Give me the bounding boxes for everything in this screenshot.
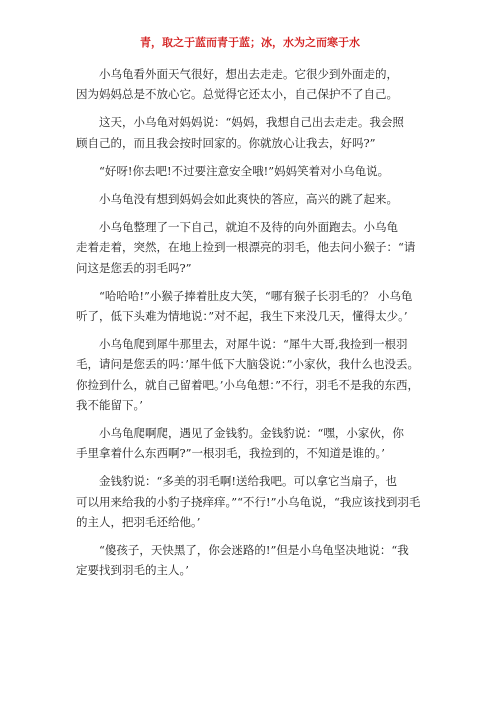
text-line: “好呀!你去吧!不过要注意安全哦!”妈妈笑着对小乌龟说。 (76, 163, 390, 178)
text-line: 问这是您丢的羽毛吗?” (76, 260, 192, 275)
story-body (76, 64, 432, 588)
text-line: 小乌龟没有想到妈妈会如此爽快的答应，高兴的跳了起来。 (76, 192, 398, 207)
paragraph-1 (76, 64, 432, 104)
text-line: 听了，低下头难为情地说：”对不起，我生下来没几天，懂得太少。’ (76, 309, 408, 324)
text-line: 金钱豹说：“多美的羽毛啊!送给我吧。可以拿它当扇子，也 (76, 474, 397, 489)
text-line: 你捡到什么，就自己留着吧。’小乌龟想：”不行，羽毛不是我的东西， (76, 377, 420, 392)
text-line: “哈哈哈!”小猴子捧着肚皮大笑，“哪有猴子长羽毛的？ 小乌龟 (76, 288, 413, 303)
paragraph-5 (76, 217, 432, 278)
paragraph-list (76, 64, 432, 580)
text-line: 毛，请问是您丢的吗：’犀牛低下大脑袋说：”小家伙，我什么也没丢。 (76, 357, 420, 372)
text-line: 这天，小乌龟对妈妈说：“妈妈，我想自己出去走走。我会照 (76, 115, 404, 130)
text-line: 手里拿着什么东西啊?”一根羽毛，我捡到的，不知道是谁的。’ (76, 446, 385, 461)
paragraph-7 (76, 334, 432, 415)
paragraph-8 (76, 423, 432, 463)
paragraph-9 (76, 471, 432, 532)
paragraph-2 (76, 112, 432, 152)
text-line: 顾自己的，而且我会按时回家的。你就放心让我去，好吗?” (76, 135, 376, 150)
text-line: “傻孩子，天快黑了，你会迷路的!”但是小乌龟坚决地说：“我 (76, 543, 409, 558)
text-line: 小乌龟爬啊爬，遇见了金钱豹。金钱豹说：“嘿，小家伙，你 (76, 426, 404, 441)
text-line: 因为妈妈总是不放心它。总觉得它还太小，自己保护不了自己。 (76, 87, 398, 102)
paragraph-3 (76, 161, 432, 181)
text-line: 定要找到羽毛的主人。’ (76, 563, 189, 578)
text-line: 小乌龟爬到犀牛那里去，对犀牛说：“犀牛大哥,我捡到一根羽 (76, 337, 408, 352)
paragraph-10 (76, 540, 432, 580)
paragraph-6 (76, 286, 432, 326)
text-line: 可以用来给我的小豹子挠痒痒。”“不行!”小乌龟说，“我应该找到羽毛 (76, 494, 421, 509)
text-line: 我不能留下。’ (76, 397, 143, 412)
text-line: 小乌龟整理了一下自己，就迫不及待的向外面跑去。小乌龟 (76, 220, 398, 235)
page-header-quote: 青，取之于蓝而青于蓝；冰，水为之而寒于水 (140, 36, 360, 49)
paragraph-4 (76, 189, 432, 209)
text-line: 的主人，把羽毛还给他。’ (76, 514, 201, 529)
text-line: 小乌龟看外面天气很好，想出去走走。它很少到外面走的， (76, 67, 398, 81)
text-line: 走着走着，突然，在地上捡到一根漂亮的羽毛，他去问小猴子：“请 (76, 240, 416, 255)
